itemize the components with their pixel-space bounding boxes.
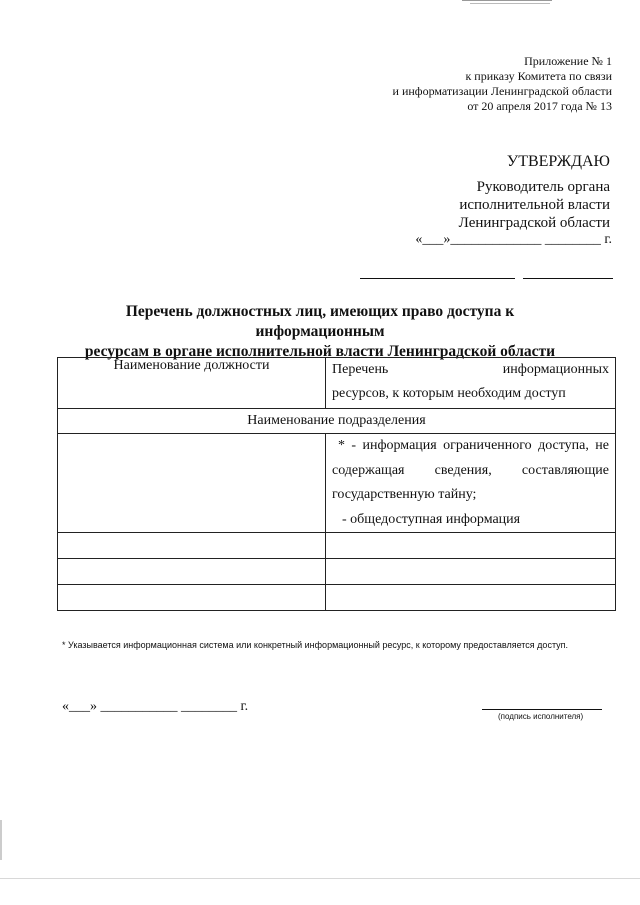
empty-cell [58, 533, 326, 559]
table-row [58, 559, 616, 585]
scan-artifact-left [0, 820, 2, 860]
annex-line-3: и информатизации Ленинградской области [392, 84, 612, 98]
document-title-line-1: Перечень должностных лиц, имеющих право доступа к информационным [125, 303, 515, 340]
approval-block [459, 178, 610, 232]
approval-line-2: исполнительной власти [459, 197, 610, 213]
approval-signature-line [360, 278, 515, 279]
executor-signature-caption: (подпись исполнителя) [498, 712, 584, 721]
annex-line-4: от 20 апреля 2017 года № 13 [467, 99, 612, 113]
access-table [57, 357, 616, 611]
table-row [58, 585, 616, 611]
position-cell [58, 434, 326, 533]
document-title-line-2: ресурсам в органе исполнительной власти Ленинградской области [84, 343, 556, 360]
table-row [58, 434, 616, 533]
scan-artifact-bottom [0, 878, 640, 879]
header-resources-line-2: ресурсов, к которым необходим доступ [332, 386, 566, 401]
approval-line-3: Ленинградской области [458, 215, 610, 231]
approval-date: «___»_____________ ________ г. [415, 232, 612, 247]
info-public: - общедоступная информация [342, 511, 521, 527]
header-resources-word-2: информационных [502, 362, 609, 377]
empty-cell [58, 585, 326, 611]
empty-cell [58, 559, 326, 585]
document-title [60, 302, 580, 362]
info-restricted: * - информация ограниченного доступа, не содержащая сведения, составляющие государственную тайну; [332, 438, 609, 502]
annex-header [312, 54, 612, 114]
header-resources-word-1: Перечень [332, 362, 389, 377]
footnote: * Указывается информационная система или конкретный информационный ресурс, к которому предоставляется доступ. [62, 640, 569, 650]
empty-cell [326, 559, 616, 585]
annex-line-2: к приказу Комитета по связи [465, 69, 612, 83]
subdivision-row [58, 409, 616, 434]
approval-name-line [523, 278, 613, 279]
annex-line-1: Приложение № 1 [524, 54, 612, 68]
scan-artifact-top-2 [470, 3, 550, 4]
empty-cell [326, 585, 616, 611]
header-position: Наименование должности [58, 358, 326, 409]
table-row [58, 533, 616, 559]
bottom-date: «___» ___________ ________ г. [62, 699, 249, 714]
approval-line-1: Руководитель органа [476, 179, 610, 195]
table-header-row [58, 358, 616, 409]
approval-title: УТВЕРЖДАЮ [506, 153, 610, 170]
header-resources-line-1 [332, 358, 609, 382]
executor-signature-line [482, 709, 602, 710]
subdivision-cell: Наименование подразделения [58, 409, 616, 434]
resources-cell [326, 434, 616, 533]
empty-cell [326, 533, 616, 559]
header-resources [326, 358, 616, 409]
